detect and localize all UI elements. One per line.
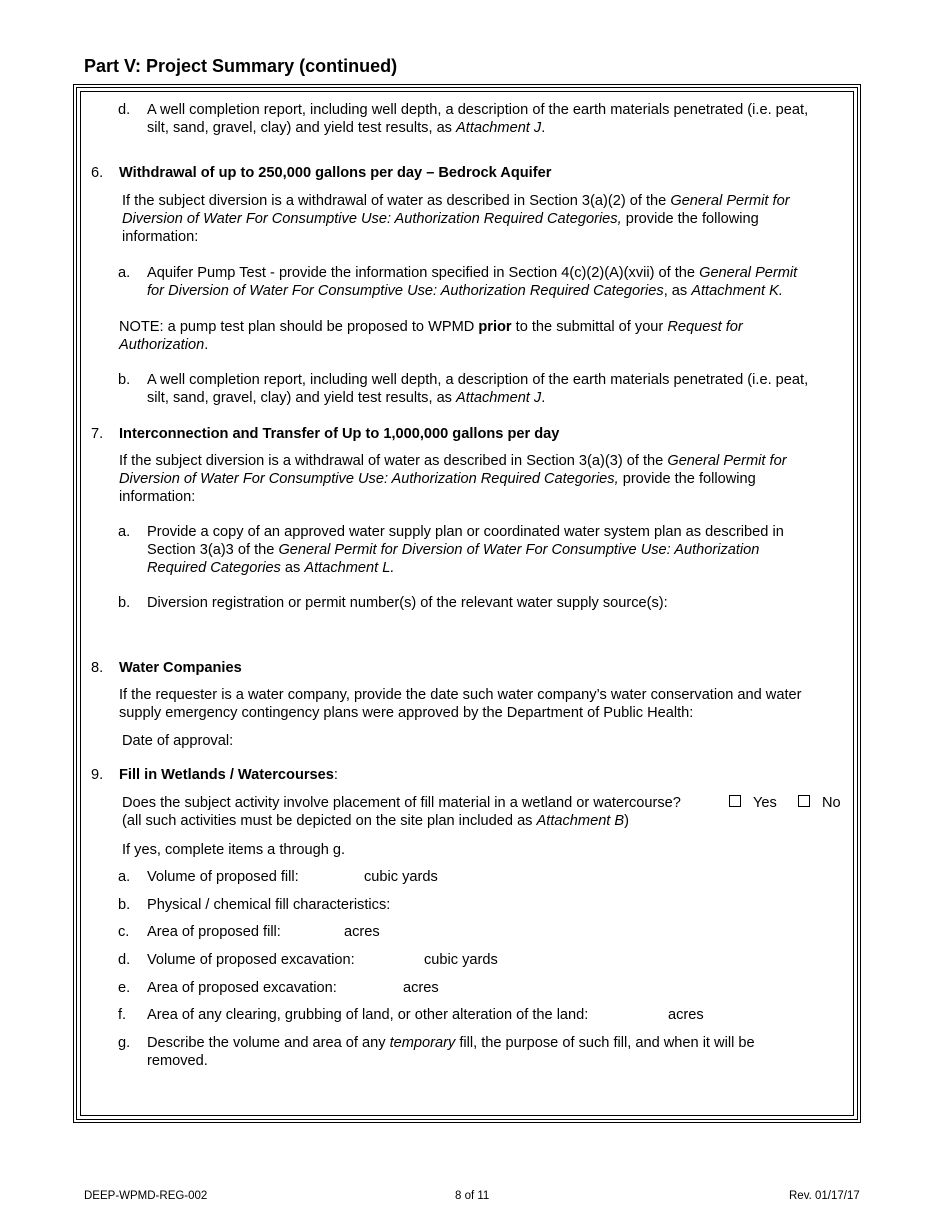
item-letter: d. (118, 102, 131, 118)
section-heading: Interconnection and Transfer of Up to 1,000,000 gallons per day (119, 426, 560, 442)
fill-question-note: (all such activities must be depicted on the site plan included as Attachment B) (122, 813, 630, 829)
section-intro: If the subject diversion is a withdrawal of water as described in Section 3(a)(2) of the General Permit for (122, 193, 790, 209)
item-text: Diversion registration or permit number(s) of the relevant water supply source(s): (147, 595, 668, 611)
item-label: Area of proposed excavation: (147, 980, 337, 996)
section-intro: Diversion of Water For Consumptive Use: Authorization Required Categories, provide the following (119, 471, 756, 487)
date-of-approval-label: Date of approval: (122, 733, 234, 749)
section-intro: Diversion of Water For Consumptive Use: Authorization Required Categories, provide the following (122, 211, 759, 227)
item-letter: e. (118, 980, 131, 996)
item-label: Volume of proposed excavation: (147, 952, 355, 968)
page-title: Part V: Project Summary (continued) (84, 56, 398, 76)
item-letter: a. (118, 524, 131, 540)
item-unit: cubic yards (424, 952, 498, 968)
fill-question: Does the subject activity involve placement of fill material in a wetland or watercourse? (122, 795, 681, 811)
section-intro: If the subject diversion is a withdrawal of water as described in Section 3(a)(3) of the General Permit for (119, 453, 787, 469)
yes-checkbox[interactable] (729, 795, 741, 807)
no-label: No (822, 795, 841, 811)
section-heading: Withdrawal of up to 250,000 gallons per day – Bedrock Aquifer (119, 165, 552, 181)
note-text: NOTE: a pump test plan should be proposed to WPMD prior to the submittal of your Request for (119, 319, 743, 335)
item-letter: g. (118, 1035, 131, 1051)
item-label: Area of any clearing, grubbing of land, or other alteration of the land: (147, 1007, 589, 1023)
item-text: for Diversion of Water For Consumptive Use: Authorization Required Categories, as Attachment K. (147, 283, 783, 299)
section-number: 6. (91, 165, 104, 181)
section-intro: information: (122, 229, 199, 245)
item-letter: b. (118, 372, 131, 388)
footer-form-id: DEEP-WPMD-REG-002 (84, 1190, 208, 1202)
item-unit: acres (668, 1007, 704, 1023)
no-checkbox[interactable] (798, 795, 810, 807)
item-text: Required Categories as Attachment L. (147, 560, 395, 576)
section-intro: If the requester is a water company, provide the date such water company’s water conservation and water (119, 687, 802, 703)
section-intro: supply emergency contingency plans were approved by the Department of Public Health: (119, 705, 694, 721)
section-number: 7. (91, 426, 104, 442)
item-letter: d. (118, 952, 131, 968)
item-text: A well completion report, including well depth, a description of the earth materials penetrated (i.e. peat, (147, 372, 809, 388)
if-yes-instruction: If yes, complete items a through g. (122, 842, 346, 858)
yes-label: Yes (753, 795, 777, 811)
footer-revision: Rev. 01/17/17 (789, 1190, 860, 1202)
item-text: silt, sand, gravel, clay) and yield test results, as Attachment J. (147, 120, 546, 136)
section-number: 8. (91, 660, 104, 676)
item-unit: cubic yards (364, 869, 438, 885)
item-unit: acres (403, 980, 439, 996)
item-label: Describe the volume and area of any temporary fill, the purpose of such fill, and when it will be (147, 1035, 755, 1051)
item-letter: a. (118, 265, 131, 281)
footer-page-number: 8 of 11 (455, 1190, 490, 1202)
note-text: Authorization. (119, 337, 209, 353)
item-label: Area of proposed fill: (147, 924, 281, 940)
item-letter: b. (118, 595, 131, 611)
item-text: Section 3(a)3 of the General Permit for Diversion of Water For Consumptive Use: Authorization (147, 542, 760, 558)
section-intro: information: (119, 489, 196, 505)
item-label: removed. (147, 1053, 208, 1069)
item-text: A well completion report, including well depth, a description of the earth materials penetrated (i.e. peat, (147, 102, 809, 118)
item-letter: a. (118, 869, 131, 885)
item-text: silt, sand, gravel, clay) and yield test results, as Attachment J. (147, 390, 546, 406)
item-label: Physical / chemical fill characteristics: (147, 897, 391, 913)
section-heading: Water Companies (119, 660, 242, 676)
item-text: Provide a copy of an approved water supply plan or coordinated water system plan as described in (147, 524, 784, 540)
item-letter: b. (118, 897, 131, 913)
item-label: Volume of proposed fill: (147, 869, 299, 885)
item-unit: acres (344, 924, 380, 940)
section-number: 9. (91, 767, 104, 783)
item-letter: f. (118, 1007, 127, 1023)
section-heading: Fill in Wetlands / Watercourses: (119, 767, 338, 783)
item-text: Aquifer Pump Test - provide the information specified in Section 4(c)(2)(A)(xvii) of the General Permit (147, 265, 798, 281)
item-letter: c. (118, 924, 130, 940)
